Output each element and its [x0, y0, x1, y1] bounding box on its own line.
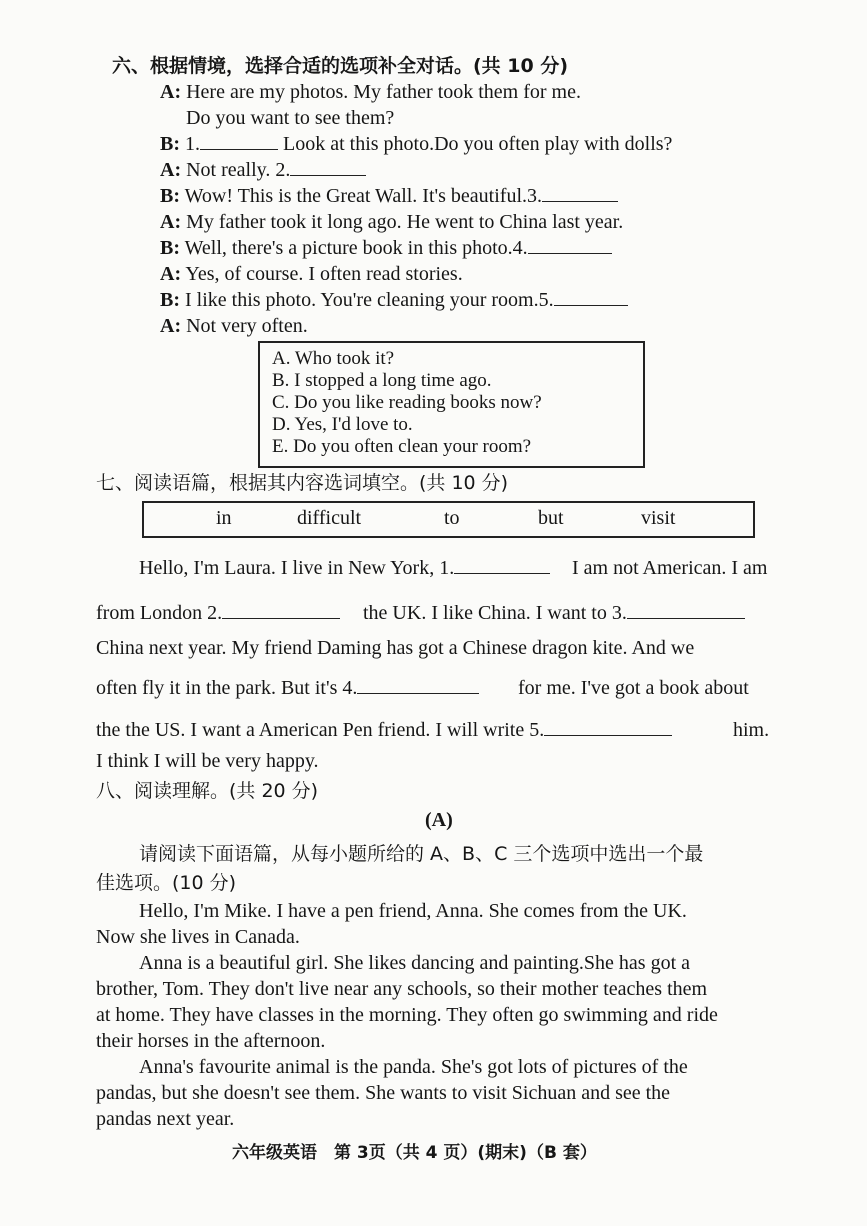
passage-line: the the US. I want a American Pen friend. I will write 5. — [96, 718, 672, 742]
passage-line: for me. I've got a book about — [518, 677, 749, 699]
reading-line: Anna's favourite animal is the panda. She's got lots of pictures of the — [139, 1056, 688, 1078]
passage-line: him. — [733, 719, 770, 741]
passage-line: I think I will be very happy. — [96, 750, 319, 772]
section-8-title: 八、阅读理解。(共 20 分) — [96, 780, 319, 802]
options-box — [258, 341, 645, 468]
word-bank-item: but — [538, 507, 564, 529]
reading-line: their horses in the afternoon. — [96, 1030, 326, 1052]
passage-line: the UK. I like China. I want to 3. — [363, 601, 745, 625]
option-e: E. Do you often clean your room? — [272, 436, 532, 457]
reading-line: at home. They have classes in the morning. They often go swimming and ride — [96, 1004, 718, 1026]
reading-line: brother, Tom. They don't live near any schools, so their mother teaches them — [96, 978, 708, 1000]
reading-line: Now she lives in Canada. — [96, 926, 300, 948]
option-a: A. Who took it? — [272, 348, 395, 369]
option-c: C. Do you like reading books now? — [272, 392, 542, 413]
passage-line: China next year. My friend Daming has got a Chinese dragon kite. And we — [96, 637, 695, 659]
instruction-line: 请阅读下面语篇，从每小题所给的 A、B、C 三个选项中选出一个最 — [139, 843, 704, 865]
passage-line: I am not American. I am — [572, 557, 768, 579]
page-footer: 六年级英语 第 3页（共 4 页）(期末)（B 套） — [232, 1143, 597, 1163]
section-7-title: 七、阅读语篇，根据其内容选词填空。(共 10 分) — [96, 472, 509, 494]
word-bank-item: to — [444, 507, 460, 529]
word-bank-item: visit — [641, 507, 676, 529]
dialog-line: A: Yes, of course. I often read stories. — [160, 263, 463, 285]
reading-line: pandas, but she doesn't see them. She wants to visit Sichuan and see the — [96, 1082, 671, 1104]
subsection-label: (A) — [425, 809, 453, 831]
word-bank-item: difficult — [297, 507, 362, 529]
option-d: D. Yes, I'd love to. — [272, 414, 413, 435]
passage-line: Hello, I'm Laura. I live in New York, 1. — [139, 556, 550, 580]
reading-line: pandas next year. — [96, 1108, 235, 1130]
dialog-line: B: Wow! This is the Great Wall. It's beautiful.3. — [160, 184, 618, 208]
dialog-line: B: 1. Look at this photo.Do you often play with dolls? — [160, 133, 673, 155]
option-b: B. I stopped a long time ago. — [272, 370, 492, 391]
dialog-line: A: Not very often. — [160, 315, 308, 337]
word-bank — [142, 501, 755, 538]
dialog-line: A: My father took it long ago. He went to China last year. — [160, 211, 624, 233]
dialog-line: A: Not really. 2. — [160, 158, 366, 182]
passage-line: often fly it in the park. But it's 4. — [96, 676, 479, 700]
instruction-line: 佳选项。(10 分) — [96, 872, 237, 894]
reading-line: Anna is a beautiful girl. She likes dancing and painting.She has got a — [139, 952, 690, 974]
word-bank-item: in — [216, 507, 232, 529]
dialog-line: B: I like this photo. You're cleaning your room.5. — [160, 288, 628, 312]
dialog-line: Do you want to see them? — [186, 107, 395, 129]
reading-line: Hello, I'm Mike. I have a pen friend, Anna. She comes from the UK. — [139, 900, 687, 922]
section-6-title: 六、根据情境，选择合适的选项补全对话。(共 10 分) — [112, 55, 569, 77]
dialog-line: A: Here are my photos. My father took them for me. — [160, 81, 581, 103]
dialog-line: B: Well, there's a picture book in this photo.4. — [160, 236, 612, 260]
passage-line: from London 2. — [96, 601, 340, 625]
